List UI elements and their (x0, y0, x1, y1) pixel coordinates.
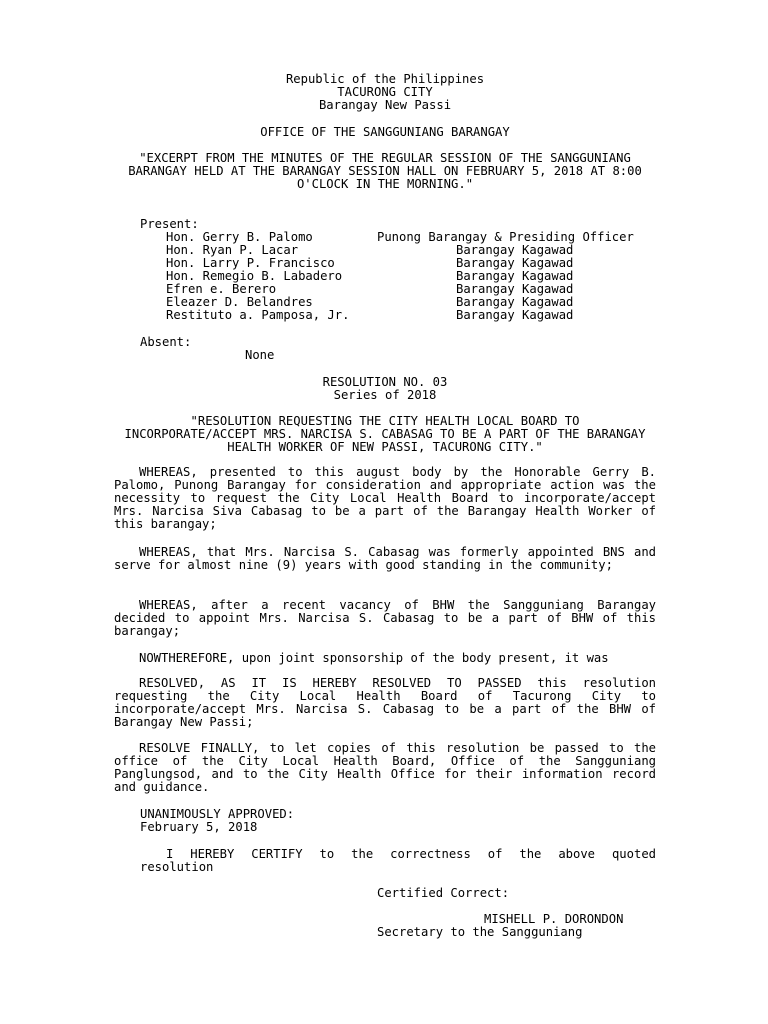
whereas-paragraph-3-text: WHEREAS, after a recent vacancy of BHW the Sangguniang Barangay decided to appoint Mrs. Narcisa S. Cabasag to be a part of BHW of this barangay; (114, 598, 656, 639)
member-position: Barangay Kagawad (456, 282, 574, 296)
whereas-paragraph-1-text: WHEREAS, presented to this august body by the Honorable Gerry B. Palomo, Punong Barangay for consideration and appropriate action was the necessity to request the City Local Health Board to incorporate/accept Mrs. Narcisa Siva Cabasag to be a part of the Barangay Health Worker of this barangay; (114, 465, 656, 532)
resolution-series: Series of 2018 (333, 388, 437, 402)
member-position: Barangay Kagawad (456, 308, 574, 322)
resolved-paragraph (114, 677, 656, 729)
absent-label: Absent: (140, 335, 192, 349)
certification-line-2: resolution (140, 860, 214, 874)
member-name: Hon. Larry P. Francisco (166, 256, 335, 270)
resolved-text: RESOLVED, AS IT IS HEREBY RESOLVED TO PASSED this resolution requesting the City Local Health Board of Tacurong City to incorporate/accept Mrs. Narcisa S. Cabasag to be a part of the BHW of Barangay New Passi; (114, 676, 656, 730)
resolve-finally-text: RESOLVE FINALLY, to let copies of this resolution be passed to the office of the City Local Health Board, Office of the Sangguniang Panglungsod, and to the City Health Office for their information record and guidance. (114, 741, 656, 795)
resolution-number: RESOLUTION NO. 03 (322, 375, 448, 389)
member-position: Punong Barangay & Presiding Officer (377, 230, 634, 244)
member-position: Barangay Kagawad (456, 256, 574, 270)
member-name: Hon. Remegio B. Labadero (166, 269, 343, 283)
resolution-title-line-3: HEALTH WORKER OF NEW PASSI, TACURONG CITY." (227, 440, 543, 454)
member-name: Efren e. Berero (166, 282, 277, 296)
member-position: Barangay Kagawad (456, 295, 574, 309)
absent-value: None (245, 348, 275, 362)
member-name: Hon. Ryan P. Lacar (166, 243, 299, 257)
whereas-paragraph-2 (114, 546, 656, 572)
certification-line-1: I HEREBY CERTIFY to the correctness of the above quoted (166, 847, 656, 861)
header-city: TACURONG CITY (337, 85, 433, 99)
approval-date: February 5, 2018 (140, 820, 258, 834)
excerpt-line-1: "EXCERPT FROM THE MINUTES OF THE REGULAR SESSION OF THE SANGGUNIANG (139, 151, 631, 165)
signatory-name: MISHELL P. DORONDON (484, 912, 624, 926)
member-position: Barangay Kagawad (456, 269, 574, 283)
nowtherefore-text: NOWTHEREFORE, upon joint sponsorship of the body present, it was (139, 651, 609, 665)
member-name: Eleazer D. Belandres (166, 295, 313, 309)
header-barangay: Barangay New Passi (318, 98, 452, 112)
member-name: Restituto a. Pamposa, Jr. (166, 308, 350, 322)
header-republic: Republic of the Philippines (285, 72, 485, 86)
resolution-title-line-2: INCORPORATE/ACCEPT MRS. NARCISA S. CABASAG TO BE A PART OF THE BARANGAY (124, 427, 646, 441)
certified-correct-label: Certified Correct: (377, 886, 510, 900)
member-name: Hon. Gerry B. Palomo (166, 230, 313, 244)
whereas-paragraph-1 (114, 466, 656, 531)
present-label: Present: (140, 217, 199, 231)
member-position: Barangay Kagawad (456, 243, 574, 257)
office-title: OFFICE OF THE SANGGUNIANG BARANGAY (260, 125, 510, 139)
whereas-paragraph-3 (114, 599, 656, 638)
signatory-title: Secretary to the Sangguniang (377, 925, 583, 939)
excerpt-line-2: BARANGAY HELD AT THE BARANGAY SESSION HALL ON FEBRUARY 5, 2018 AT 8:00 (128, 164, 642, 178)
excerpt-line-3: O'CLOCK IN THE MORNING." (296, 177, 474, 191)
resolution-title-line-1: "RESOLUTION REQUESTING THE CITY HEALTH LOCAL BOARD TO (190, 414, 580, 428)
whereas-paragraph-2-text: WHEREAS, that Mrs. Narcisa S. Cabasag was formerly appointed BNS and serve for almost nine (9) years with good standing in the community; (114, 545, 656, 573)
nowtherefore-paragraph (114, 652, 656, 665)
approval-label: UNANIMOUSLY APPROVED: (140, 807, 295, 821)
resolve-finally-paragraph (114, 742, 656, 794)
